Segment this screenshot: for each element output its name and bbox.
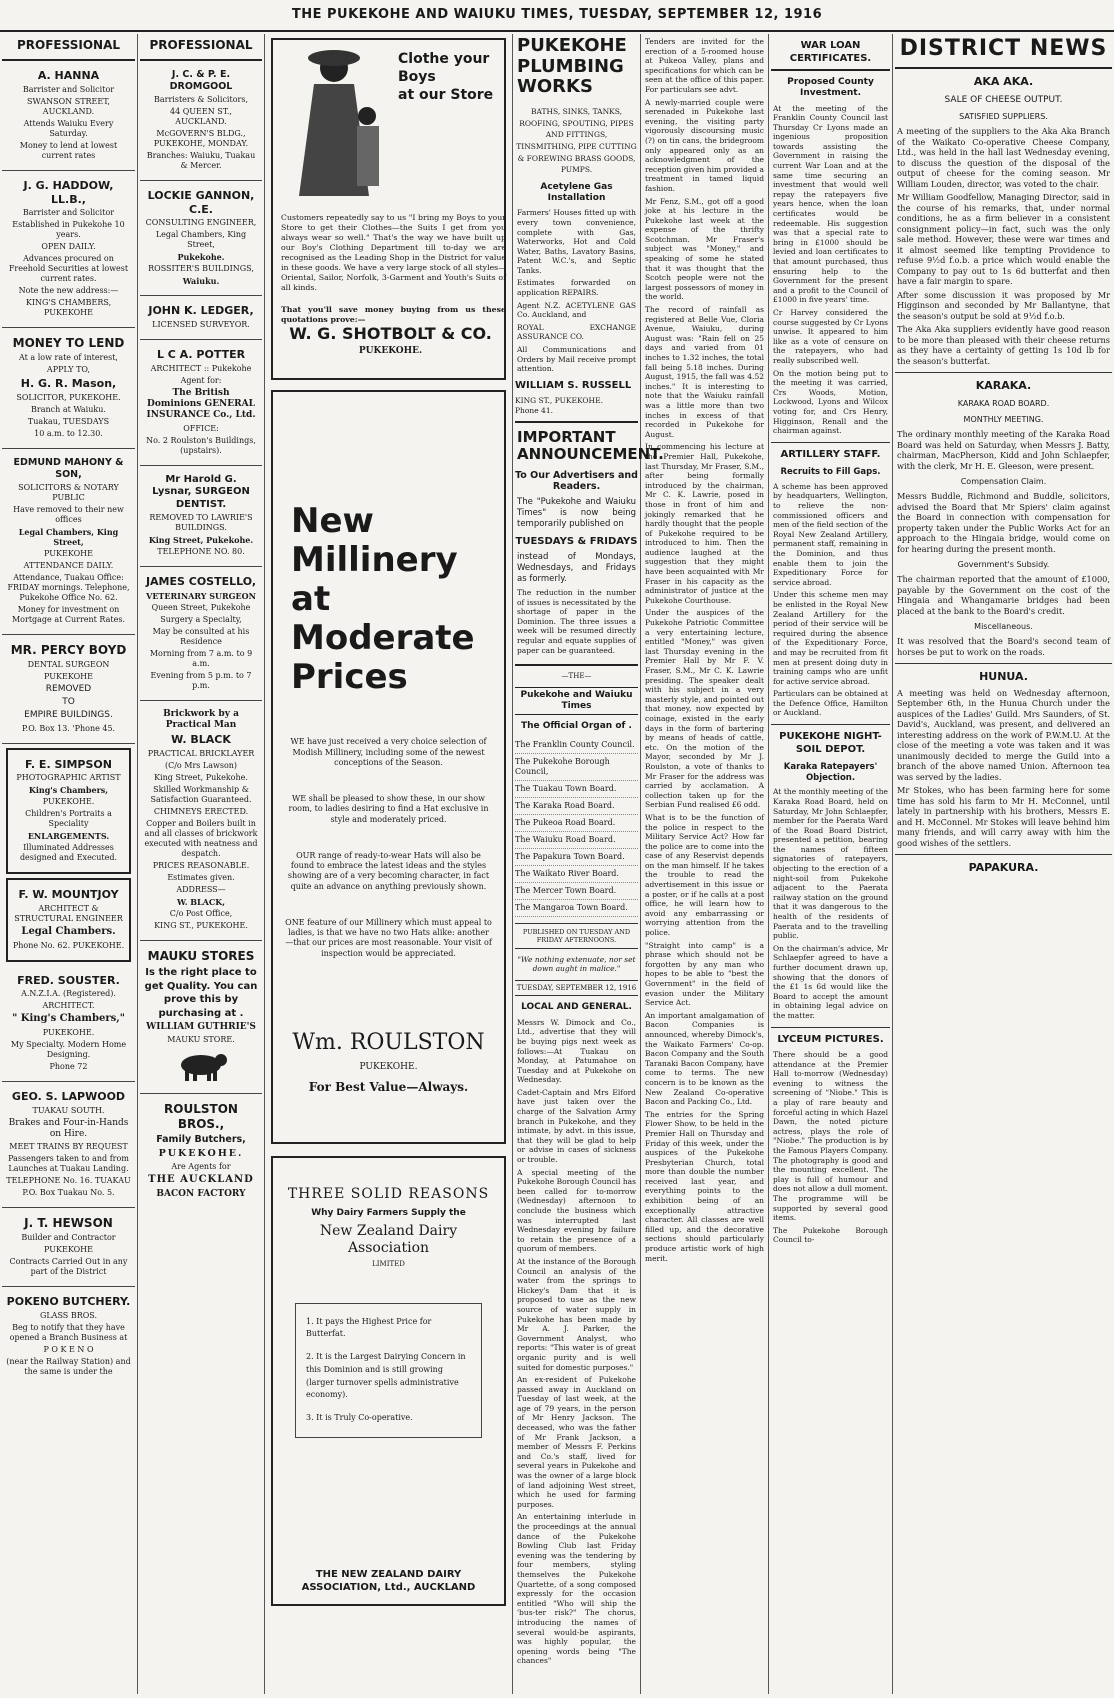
- ad-lapwood: GEO. S. LAPWOOD TUAKAU SOUTH. Brakes and Four-in-Hands on Hire. MEET TRAINS BY REQUEST Passengers taken to and from Launches at Tuakau Landing. TELEPHONE No. 16. TUAKAU P.O. Box Tuakau No. 5.: [2, 1082, 135, 1208]
- district-hunua: HUNUA. A meeting was held on Wednesday afternoon, September 6th, in the Hunua Church under the auspices of the Ladies' Guild. Mrs Saunders, of St. David's, Auckland, was present, and delivered an interesting address on the work of P.W.M.U. At the close of the meeting a vote was taken and it was unanimously decided to merge the Guild into a branch of the above named Union. Afternoon tea was served by the ladies. Mr Stokes, who has been farming here for some time has sold his farm to Mr H. McConnel, until lately in partnership with his brothers, Messrs E. and H. McConnel. Mr Stokes will leave behind him many friends, and will carry away with him the good wishes of the settlers.: [897, 670, 1110, 848]
- section-header: PROFESSIONAL: [140, 34, 262, 61]
- shopper-illustration-icon: [279, 46, 389, 201]
- news-item: What is to be the function of the police in respect to the Military Service Act? How far the police are to come into the case of any Reservist depends on the man himself. If he takes the trouble to read the advertisement in this issue or a poster, or if he calls at a post office, he will learn how to avoid any embarrassing or worrying attention from the police.: [645, 812, 764, 938]
- column-4: [515, 34, 664, 1694]
- news-item: Mr Fenz, S.M., got off a good joke at his lecture in the Pukekohe last week at the expense of the thrifty Scotchman. Mr Fraser's subject was "Money," and speaking of some he stated that it was thought that the Scotch people were not the largest possessors of money in the world.: [645, 196, 764, 302]
- organ-item: The Mercer Town Board.: [515, 883, 638, 900]
- ad-dromgool: J. C. & P. E. DROMGOOL Barristers & Solicitors, 44 QUEEN ST., AUCKLAND. McGOVERN'S BLDG., PUKEKOHE, MONDAY. Branches: Waiuku, Tuakau & Mercer.: [140, 61, 262, 181]
- ad-mahony: EDMUND MAHONY & SON, SOLICITORS & NOTARY PUBLIC Have removed to their new offices Legal Chambers, King Street, PUKEKOHE ATTENDANCE DAILY. Attendance, Tuakau Office: FRIDAY mornings. Telephone, Pukekohe Office No. 62. Money for investment on Mortgage at Current Rates.: [2, 449, 135, 635]
- official-organ-list: —THE— Pukekohe and Waiuku Times The Official Organ of . The Franklin County Council. The Pukekohe Borough Council, The Tuakau Town Board. The Karaka Road Board. The Pukeoa Road Board. The Waiuku Road Board. The Papakura Town Board. The Waikato River Board. The Mercer Town Board. The Mangaroa Town Board. PUBLISHED ON TUESDAY AND FRIDAY AFTERNOONS. "We nothing extenuate, nor set down aught in malice." TUESDAY, SEPTEMBER 12, 1916: [515, 672, 638, 996]
- organ-item: The Franklin County Council.: [515, 737, 638, 754]
- organ-item: The Mangaroa Town Board.: [515, 900, 638, 917]
- ad-dairy-association: THREE SOLID REASONS Why Dairy Farmers Supply the New Zealand Dairy Association LIMITED 1. It pays the Highest Price for Butterfat. 2. It is the Largest Dairying Concern in this Dominion and is still growing (larger turnover spells administrative economy). 3. It is Truly Co-operative. THE NEW ZEALAND DAIRY ASSOCIATION, Ltd., AUCKLAND: [271, 1156, 506, 1606]
- column-professional-2: [140, 34, 262, 1694]
- organ-items: [515, 737, 638, 917]
- ad-millinery: New Millinery at Moderate Prices WE have just received a very choice selection of Modish Millinery, including some of the newest conceptions of the Season. WE shall be pleased to show these, in our show room, to ladies desiring to find a Hat exclusive in style and moderately priced. OUR range of ready-to-wear Hats will also be found to embrace the latest ideas and the styles showing are of a very becoming character, in fact quite an advance on anything previously shown. ONE feature of our Millinery which must appeal to ladies, is that we have no two Hats alike: another—that our prices are most reasonable. Your visit of inspection would be appreciated. Wm. ROULSTON PUKEKOHE. For Best Value—Always.: [271, 390, 506, 1144]
- organ-item: The Papakura Town Board.: [515, 849, 638, 866]
- column-rule: [768, 34, 769, 1694]
- ad-souster: FRED. SOUSTER. A.N.Z.I.A. (Registered). ARCHITECT. " King's Chambers," PUKEKOHE. My Specialty. Modern Home Designing. Phone 72: [2, 966, 135, 1082]
- ad-shotbolt: Clothe your Boys at our Store Customers repeatedly say to us "I bring my Boys to your Store to get their Clothes—the Suits I get from you always wear so well." That's the way we have built up our Boy's Clothing Department till to-day we are recognised as the Leading Shop in the District for value in these goods. We have a very large stock of all styles—Oriental, Sailor, Norfolk, 3-Garment and Youth's Suits of all kinds. That you'll save money buying from us these quotations prove:— W. G. SHOTBOLT & CO. PUKEKOHE.: [271, 38, 506, 380]
- ad-boyd: MR. PERCY BOYD DENTAL SURGEON PUKEKOHE REMOVED TO EMPIRE BUILDINGS. P.O. Box 13. 'Phone 45.: [2, 635, 135, 744]
- district-aka-aka: AKA AKA. SALE OF CHEESE OUTPUT. SATISFIED SUPPLIERS. A meeting of the suppliers to the Aka Aka Branch of the Waikato Co-operative Cheese Company, Ltd., was held in the hall last Wednesday evening, to discuss the question of the disposal of the output of cheese for the coming season. Mr William Louden, director, was voted to the chair. Mr William Goodfellow, Managing Director, said in the course of his remarks, that, under normal conditions, he as a firm believer in a consistent consignment policy—in fact, such was the only sale method. However, these were war times and it almost seemed like tempting Providence to refuse 9½d f.o.b. a price which would enable the Company to pay out to 1s 6d butterfat and then have a fair margin to spare. After some discussion it was proposed by Mr Higginson and seconded by Mr Ballantyne, that the season's output be sold at 9½d f.o.b. The Aka Aka suppliers evidently have good reason to be more than pleased with their cheese returns as they have a certainty of getting 1s 10d lb for the season's butterfat.: [897, 75, 1110, 366]
- ad-mauku-stores: MAUKU STORES Is the right place to get Quality. You can prove this by purchasing at . WILLIAM GUTHRIE'S MAUKU STORE.: [140, 941, 262, 1094]
- column-rule: [512, 34, 513, 1694]
- news-item: Tenders are invited for the erection of a 5-roomed house at Pukeoa Valley, plans and specifications for which can be seen at the office of this paper. For particulars see advt.: [645, 37, 764, 94]
- news-item: An important amalgamation of Bacon Companies is announced, whereby Dimock's, the Waikato Farmers' Co-op. Bacon Company and the South Taranaki Bacon Company, have come to terms. The new concern is to be known as the New Zealand Co-operative Bacon and Packing Co., Ltd.: [645, 1010, 764, 1107]
- ad-mountjoy: F. W. MOUNTJOY ARCHITECT & STRUCTURAL ENGINEER Legal Chambers. Phone No. 62. PUKEKOHE.: [6, 878, 131, 961]
- news-item: In commencing his lecture at the Premier Hall, Pukekohe, last Thursday, Mr Fraser, S.M., after being formally introduced by the chairman, Mr C. K. Lawrie, posed in those in front of him and jokingly remarked that he hardly thought that the people of Pukekohe required to be introduced to him. Then the audience laughed at the suggestion that they might have been acquainted with Mr Fraser in his capacity as the administrator of justice at the Pukekohe Courthouse.: [645, 442, 764, 605]
- notice-announcement: IMPORTANT ANNOUNCEMENT. To Our Advertisers and Readers. The "Pukekohe and Waiuku Times" is now being temporarily published on TUESDAYS & FRIDAYS instead of Mondays, Wednesdays, and Fridays as formerly. The reduction in the number of issues is necessitated by the shortage of paper in the Dominion. The three issues a week will be resumed directly regular and equate supplies of paper can be guaranteed.: [515, 429, 638, 666]
- article-war-loan: WAR LOAN CERTIFICATES. Proposed County Investment. At the meeting of the Franklin County Council last Thursday Cr Lyons made an ingenious proposition towards assisting the Government in raising the current War Loan and at the same time securing an investment that would well repay the ratepayers five years hence, when the loan certificates would be redeemable. His suggestion was that a special rate to bring in £1000 should be levied and loan certificates to that amount purchased, thus ensuring help to the Government for the present and a profit to the Council of £1000 in five years' time. Cr Harvey considered the course suggested by Cr Lyons unwise. It appeared to him like as a vote of censure on the ratepayers, who had really subscribed well. On the motion being put to the meeting it was carried, Crs Woods, Motion, Lockwood, Lyons and Wilcox voting for, and Crs Henry, Higginson, Renall and the chairman against.: [773, 40, 888, 436]
- ad-plumbing: PUKEKOHE PLUMBING WORKS BATHS, SINKS, TANKS, ROOFING, SPOUTING, PIPES AND FITTINGS, TINSMITHING, PIPE CUTTING & FOREWING BRASS GOODS, PUMPS. Acetylene Gas Installation Farmers' Houses fitted up with every town convenience, complete with Gas, Waterworks, Hot and Cold Water, Baths, Lavatory Basins, Patent W.C.'s, and Septic Tanks. Estimates forwarded on application REPAIRS. Agent N.Z. ACETYLENE GAS Co. Auckland, and ROYAL EXCHANGE ASSURANCE CO. All Communications and Orders by Mail receive prompt attention. WILLIAM S. RUSSELL KING ST., PUKEKOHE. Phone 41.: [515, 36, 638, 423]
- ad-potter: L C A. POTTER ARCHITECT :: Pukekohe Agent for: The British Dominions GENERAL INSURANCE Co., Ltd. OFFICE: No. 2 Roulston's Buildings, (upstairs).: [140, 340, 262, 466]
- ad-black: Brickwork by a Practical Man W. BLACK PRACTICAL BRICKLAYER (C/o Mrs Lawson) King Street, Pukekohe. Skilled Workmanship & Satisfaction Guaranteed. CHIMNEYS ERECTED. Copper and Boilers built in and all classes of brickwork executed with neatness and despatch. PRICES REASONABLE. Estimates given. ADDRESS— W. BLACK, C/o Post Office, KING ST., PUKEKOHE.: [140, 701, 262, 941]
- column-rule: [137, 34, 138, 1694]
- organ-item: The Waiuku Road Board.: [515, 832, 638, 849]
- ad-mason: MONEY TO LEND At a low rate of interest, APPLY TO, H. G. R. Mason, SOLICITOR, PUKEKOHE. Branch at Waiuku. Tuakau, TUESDAYS 10 a.m. to 12.30.: [2, 328, 135, 449]
- organ-item: The Waikato River Board.: [515, 866, 638, 883]
- news-item: A newly-married couple were serenaded in Pukekohe last evening, the visiting party vigorously discoursing music (?) on tin cans, the bridegroom only appeared only as an acknowledgment of the reception given him provided a treatment in tamed liquid fashion.: [645, 97, 764, 193]
- news-item: The entries for the Spring Flower Show, to be held in the Premier Hall on Thursday and Friday of this week, under the auspices of the Pukekohe Presbyterian Church, total more than double the number received last year, and everything points to the exhibition being of an exceptionally attractive character. All classes are well filled up, and the decorative sections should particularly produce artistic work of high merit.: [645, 1109, 764, 1263]
- column-district-news: [895, 34, 1112, 1694]
- masthead-title: THE PUKEKOHE AND WAIUKU TIMES, TUESDAY, SEPTEMBER 12, 1916: [291, 7, 823, 22]
- ad-haddow: J. G. HADDOW, LL.B., Barrister and Solicitor Established in Pukekohe 10 years. OPEN DAILY. Advances procured on Freehold Securities at lowest current rates. Note the new address:— KING'S CHAMBERS, PUKEKOHE: [2, 171, 135, 329]
- ad-roulston-bros: ROULSTON BROS., Family Butchers, PUKEKOHE. Are Agents for THE AUCKLAND BACON FACTORY: [148, 1102, 254, 1199]
- ad-lysnar: Mr Harold G. Lysnar, SURGEON DENTIST. REMOVED TO LAWRIE'S BUILDINGS. King Street, Pukekohe. TELEPHONE NO. 80.: [140, 466, 262, 568]
- column-6-news: [771, 34, 890, 1694]
- column-professional-1: [2, 34, 135, 1694]
- organ-item: The Pukekohe Borough Council,: [515, 754, 638, 781]
- organ-item: The Pukeoa Road Board.: [515, 815, 638, 832]
- masthead: [0, 0, 1114, 32]
- ad-costello: JAMES COSTELLO, VETERINARY SURGEON Queen Street, Pukekohe Surgery a Specialty, May be consulted at his Residence Morning from 7 a.m. to 9 a.m. Evening from 5 p.m. to 7 p.m.: [140, 567, 262, 701]
- district-papakura: PAPAKURA.: [968, 861, 1039, 875]
- column-rule: [892, 34, 893, 1694]
- news-item: Under the auspices of the Pukekohe Patriotic Committee a very entertaining lecture, entitled "Money," was given last Thursday evening in the Premier Hall by Mr F. V. Fraser, S.M., Mr C. K. Lawrie presiding. The speaker dealt with his subject in a very masterly style, and pointed out that money, now expected by coinage, existed in the early days in the form of bartering by means of heads of cattle, etc. On the motion of the Mayor, seconded by Mr J. Roulston, a vote of thanks to Mr Fraser for the address was carried by acclamation. A collection taken up for the Serbian Fund realised £6 odd.: [645, 608, 764, 810]
- district-karaka: KARAKA. KARAKA ROAD BOARD. MONTHLY MEETING. The ordinary monthly meeting of the Karaka Road Board was held on Saturday, when Messrs J. Batty, chairman, MacPherson, Kidd and John Schlaepfer, with the clerk, Mr H. E. Gleeson, were present. Compensation Claim. Messrs Buddle, Richmond and Buddle, solicitors, advised the Board that Mr Spiers' claim against the Board in connection with compensation for property taken under the Public Works Act for an approach to the Hingaia bridge, would come on for hearing during the present month. Government's Subsidy. The chairman reported that the amount of £1000, payable by the Government on the cost of the Hingaia and Whangamarie bridges had been placed at the bank to the Board's credit. Miscellaneous. It was resolved that the Board's second team of horses be put to work on the roads.: [897, 379, 1110, 657]
- article-night-soil: PUKEKOHE NIGHT-SOIL DEPOT. Karaka Ratepayers' Objection. At the monthly meeting of the Karaka Road Board, held on Saturday, Mr John Schlaepfer, member for the Paerata Ward of the Road Board District, presented a petition, bearing the names of fifteen signatories of ratepayers, objecting to the erection of a night-soil from Pukekohe adjacent to the Paerata railway station on the ground that it was dangerous to the health of the residents of Paerata and to the travelling public. On the chairman's advice, Mr Schlaepfer agreed to have a further document drawn up, showing that the donors of the £1 1s 6d would like the Board to accept the amount in obtaining legal advice on the matter.: [773, 731, 888, 1020]
- article-artillery: ARTILLERY STAFF. Recruits to Fill Gaps. A scheme has been approved by headquarters, Wellington, to relieve the non-commissioned officers and men of the field section of the Royal New Zealand Artillery, permanent staff, remaining in the Dominion, and thus enable them to join the Expeditionary Force for service abroad. Under this scheme men may be enlisted in the Royal New Zealand Artillery for the period of their service will be required during the absence of the Expeditionary Force, and may be recruited from fit men at present doing duty in training camps who are unfit for active service abroad. Particulars can be obtained at the Defence Office, Hamilton or Auckland.: [773, 448, 888, 718]
- ad-hewson: J. T. HEWSON Builder and Contractor PUKEKOHE Contracts Carried Out in any part of the District: [2, 1208, 135, 1287]
- section-header: PROFESSIONAL: [2, 34, 135, 61]
- ad-ledger: JOHN K. LEDGER, LICENSED SURVEYOR.: [140, 296, 262, 340]
- news-item: "Straight into camp" is a phrase which should not be forgotten by any man who hopes to be able to "best the Government" in the field of evasion under the Military Service Act.: [645, 940, 764, 1008]
- news-item: The record of rainfall as registered at Belle Vue, Cloria Avenue, Waiuku, during August was: "Rain fell on 25 days and varied from 01 inches to 1.32 inches, the total fall being 5.18 inches. During August, 1915, the fall was 4.52 inches." It is interesting to note that the Waiuku rainfall was a little more than two inches in excess of that recorded in Pukekohe for August.: [645, 305, 764, 439]
- ad-pokeno: POKENO BUTCHERY. GLASS BROS. Beg to notify that they have opened a Branch Business at P O K E N O (near the Railway Station) and the same is under the: [6, 1295, 131, 1376]
- ad-simpson: F. E. SIMPSON PHOTOGRAPHIC ARTIST King's Chambers, PUKEKOHE. Children's Portraits a Speciality ENLARGEMENTS. Illuminated Addresses designed and Executed.: [6, 748, 131, 875]
- column-rule: [640, 34, 641, 1694]
- column-5-news: [643, 34, 766, 1694]
- organ-item: The Karaka Road Board.: [515, 798, 638, 815]
- column-display-ads: [267, 34, 510, 1694]
- column-rule: [264, 34, 265, 1694]
- article-lyceum: LYCEUM PICTURES. There should be a good attendance at the Premier Hall to-morrow (Wednesday) evening to witness the screening of "Niobe." This is a play of rare beauty and forceful acting in which Hazel Dawn, the noted picture actress, plays the role of "Niobe." The production is by the Famous Players Company. The photography is good and the mounting excellent. The play is full of humour and does not allow a dull moment. The programme will be supported by several good items. The Pukekohe Borough Council to-: [773, 1033, 888, 1245]
- district-news-title: DISTRICT NEWS: [895, 34, 1112, 69]
- ad-hanna: A. HANNA Barrister and Solicitor SWANSON STREET, AUCKLAND. Attends Waiuku Every Saturday. Money to lend at lowest current rates: [2, 61, 135, 171]
- ad-gannon: LOCKIE GANNON, C.E. CONSULTING ENGINEER, Legal Chambers, King Street, Pukekohe. ROSSITER'S BUILDINGS, Waiuku.: [140, 181, 262, 297]
- local-and-general: LOCAL AND GENERAL. Messrs W. Dimock and Co., Ltd., advertise that they will be buying pigs next week as follows:—At Tuakau on Monday, at Patumahoe on Tuesday and at Pukekohe on Wednesday. Cadet-Captain and Mrs Elford have just taken over the charge of the Salvation Army branch in Pukekohe, and they intimate, by advt. in this issue, that they will be glad to help or advise in cases of sickness or trouble. A special meeting of the Pukekohe Borough Council has been called for to-morrow (Wednesday) afternoon to conclude the business which was interrupted last Wednesday evening by failure to retain the presence of a quorum of members. At the instance of the Borough Council an analysis of the water from the springs to Hickey's Dam that it is proposed to use as the new source of water supply in Pukekohe has been made by Mr A. J. Parker, the Government Analyst, who reports: "This water is of great organic purity and is well suited for domestic purposes." An ex-resident of Pukekohe passed away in Auckland on Tuesday of last week, at the age of 79 years, in the person of Mr Henry Jackson. The deceased, who was the father of Mr Frank Jackson, a member of Messrs F. Perkins and Co.'s staff, lived for several years in Pukekohe and was the owner of a large block of land adjoining West street, which he used for farming purposes. An entertaining interlude in the proceedings at the annual dance of the Pukekohe Bowling Club last Friday evening was the tendering by four members, styling themselves the Pukekohe Quartette, of a song composed expressly for the occasion entitled "Who will ship the 'bus-ter risk?" The chorus, introducing the names of several would-be aspirants, was highly popular, the opening words being "The chances": [517, 1002, 636, 1666]
- bull-illustration-icon: [171, 1047, 231, 1083]
- organ-item: The Tuakau Town Board.: [515, 781, 638, 798]
